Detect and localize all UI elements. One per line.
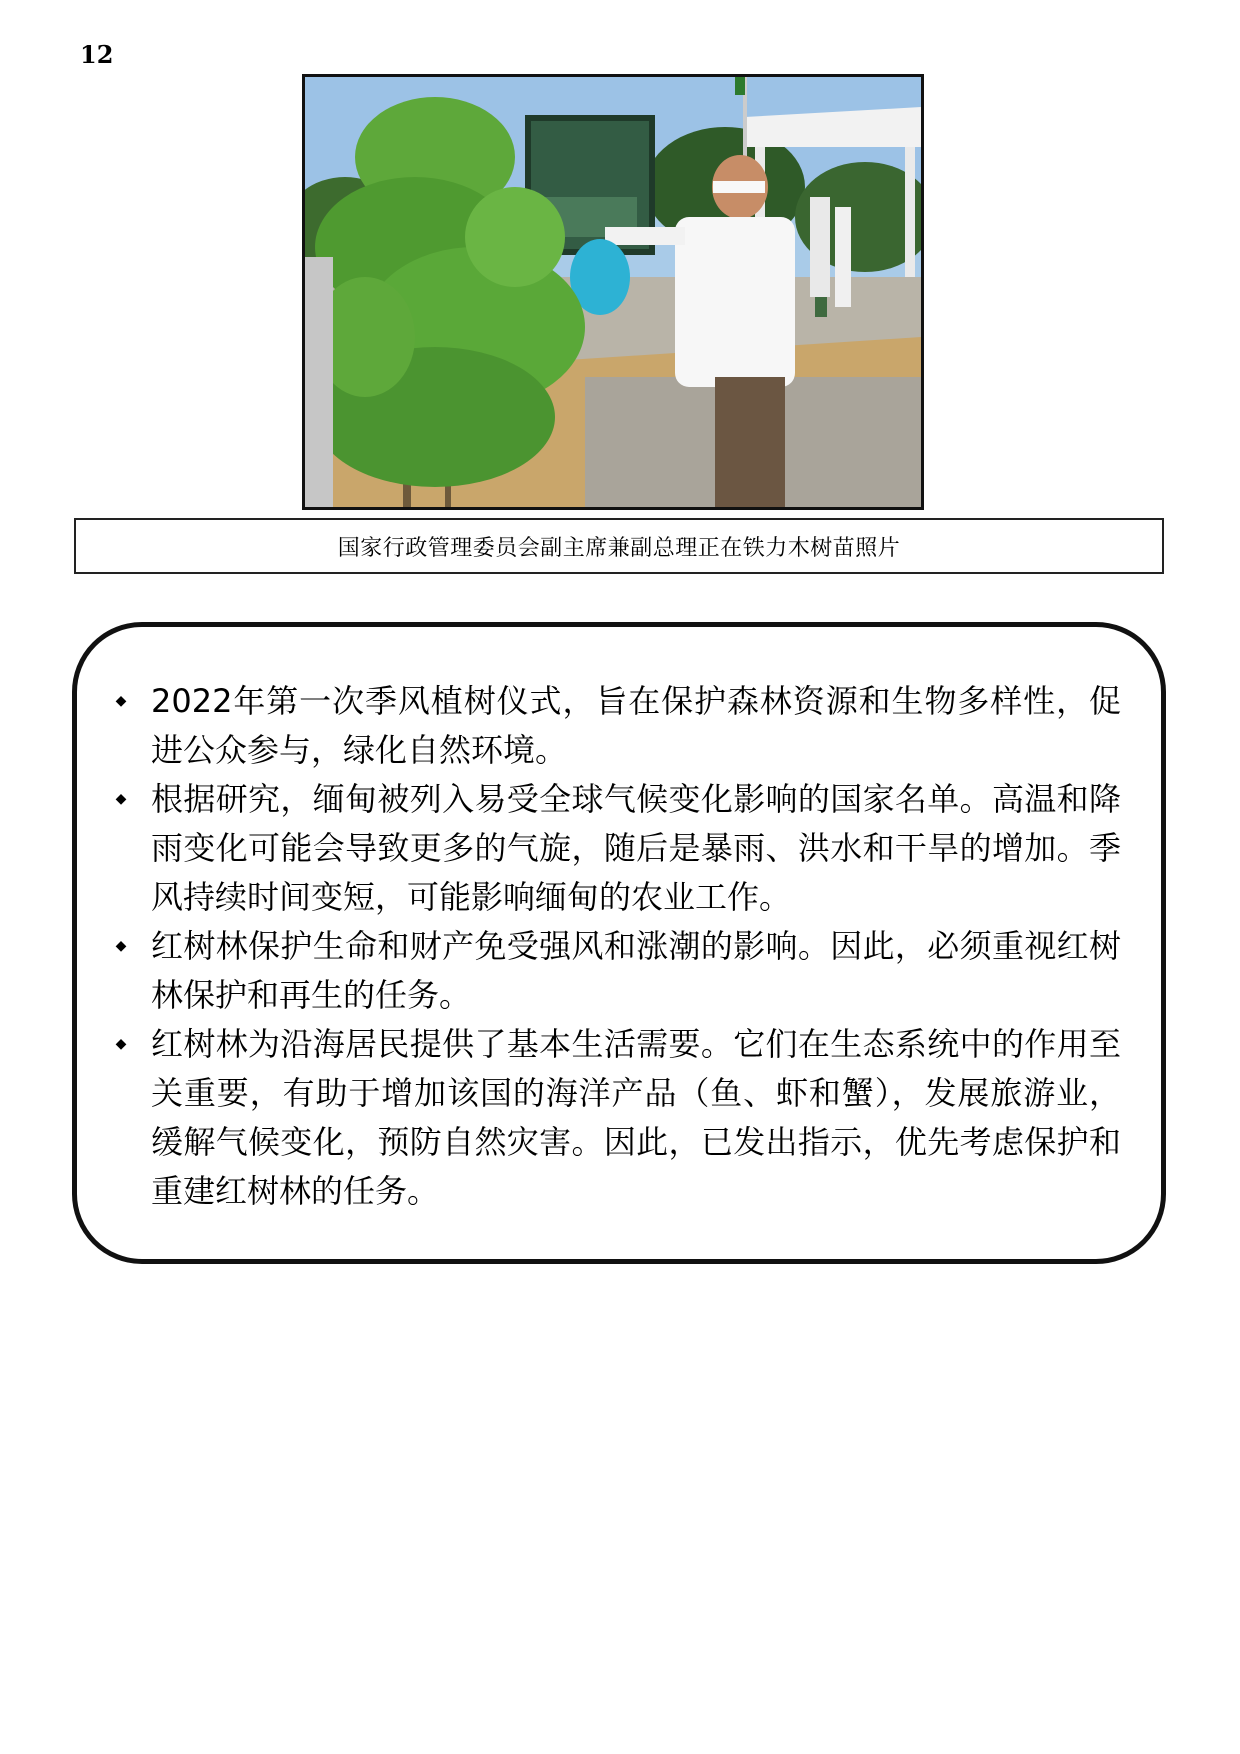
diamond-bullet-icon: ◆ [115,1036,127,1052]
page-number: 12 [80,40,114,69]
list-item-text: 2022年第一次季风植树仪式，旨在保护森林资源和生物多样性，促进公众参与，绿化自然环境。 [151,682,1121,769]
list-item [111,922,1121,1020]
diamond-bullet-icon: ◆ [115,791,127,807]
key-points-list [111,677,1121,1216]
list-item [111,1020,1121,1216]
tree-planting-photo [302,74,924,510]
photo-caption [74,518,1164,574]
list-item-text: 红树林保护生命和财产免受强风和涨潮的影响。因此，必须重视红树林保护和再生的任务。 [151,927,1121,1014]
list-item-text: 根据研究，缅甸被列入易受全球气候变化影响的国家名单。高温和降雨变化可能会导致更多的气旋，随后是暴雨、洪水和干旱的增加。季风持续时间变短，可能影响缅甸的农业工作。 [151,780,1121,916]
list-item [111,677,1121,775]
diamond-bullet-icon: ◆ [115,693,127,709]
list-item-text: 红树林为沿海居民提供了基本生活需要。它们在生态系统中的作用至关重要，有助于增加该国的海洋产品（鱼、虾和蟹），发展旅游业，缓解气候变化，预防自然灾害。因此，已发出指示，优先考虑保护和重建红树林的任务。 [151,1025,1121,1210]
list-item [111,775,1121,922]
photo-caption-text: 国家行政管理委员会副主席兼副总理正在铁力木树苗照片 [337,535,901,561]
key-points-box [72,622,1166,1264]
photo-illustration [305,77,921,507]
diamond-bullet-icon: ◆ [115,938,127,954]
